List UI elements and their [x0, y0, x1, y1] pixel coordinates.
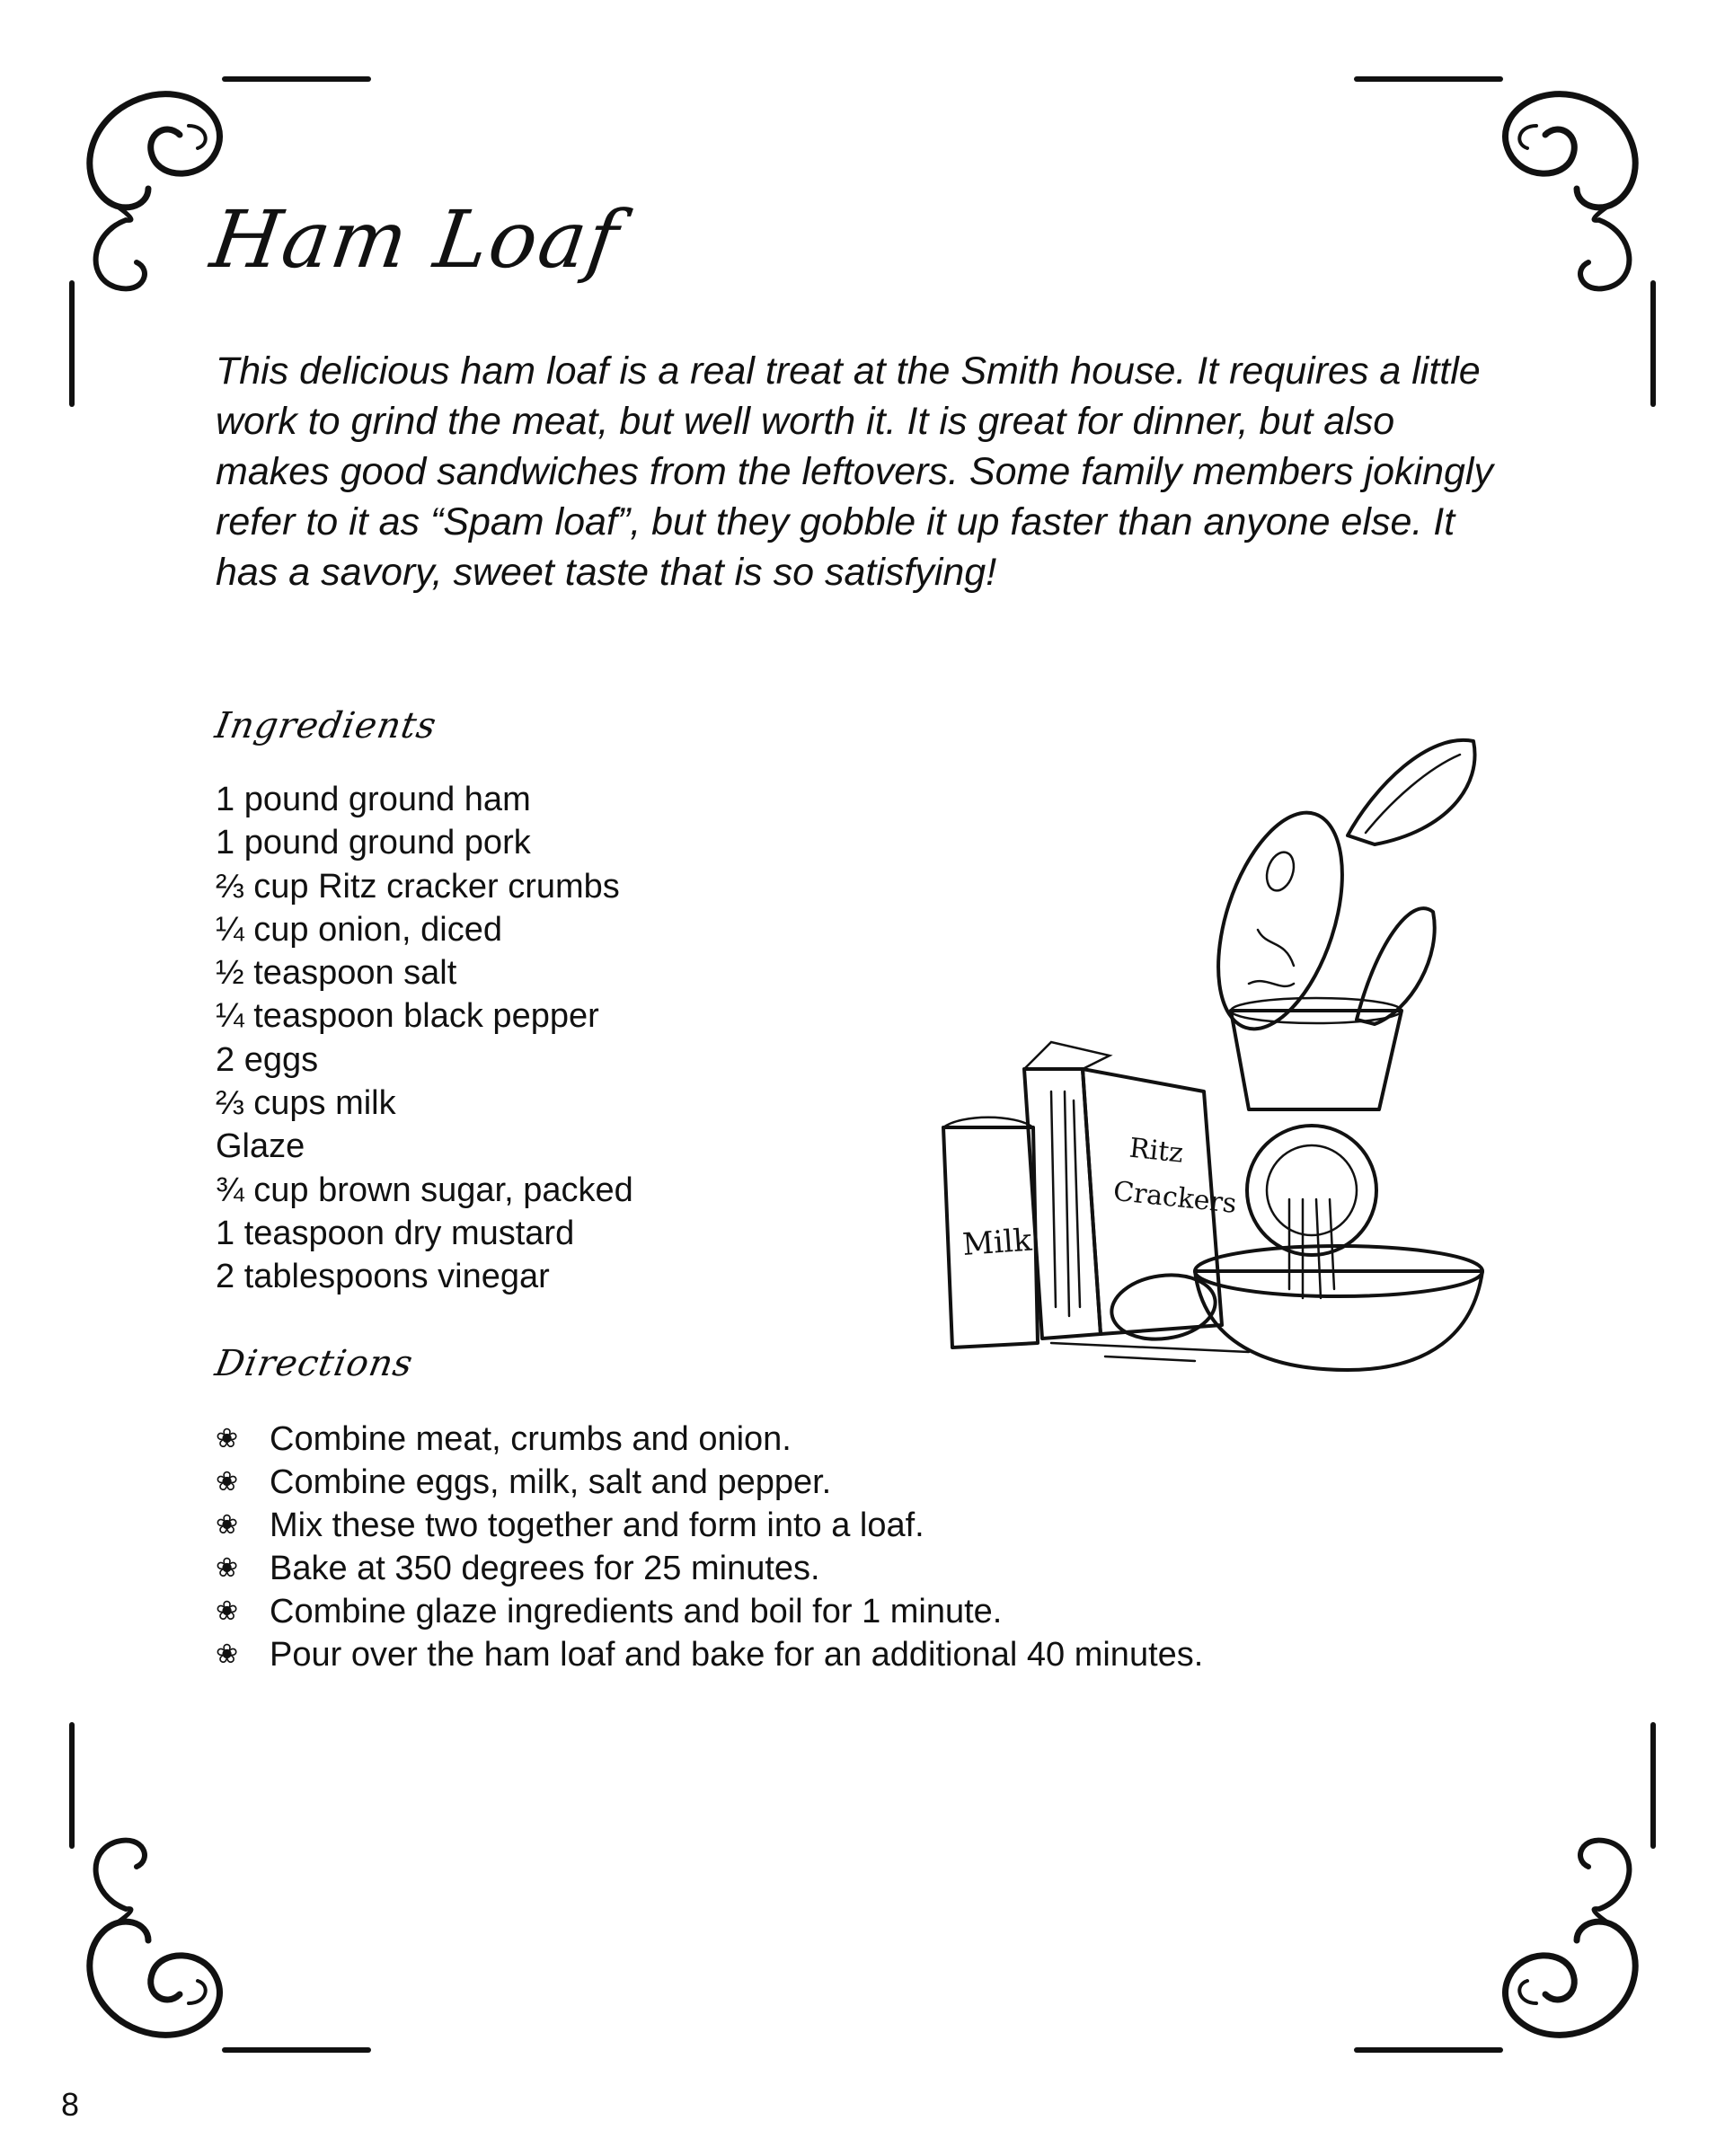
flower-bullet-icon: ❀: [216, 1639, 239, 1669]
bowl-icon: [1195, 1271, 1482, 1370]
direction-step-text: Pour over the ham loaf and bake for an additional 40 minutes.: [270, 1636, 1204, 1674]
intro-paragraph: This delicious ham loaf is a real treat at the Smith house. It requires a little work to grind the meat, but well worth it. It is great for dinner, but also makes good sandwiches from the leftovers. Some family members jokingly refer to it as “Spam loaf”, but they gobble it up faster than anyone else. It has a savory, sweet taste that is so satisfying!: [216, 349, 1493, 594]
flower-bullet-icon: ❀: [216, 1467, 239, 1497]
directions-list: [216, 1418, 1203, 1676]
ingredient-item: ¾ cup brown sugar, packed: [216, 1171, 633, 1209]
flower-bullet-icon: ❀: [216, 1553, 239, 1583]
flower-bullet-icon: ❀: [216, 1424, 239, 1454]
direction-step-text: Mix these two together and form into a loaf.: [270, 1507, 924, 1544]
direction-step: [216, 1461, 1203, 1504]
ingredients-list: [216, 778, 633, 1299]
direction-step-text: Combine eggs, milk, salt and pepper.: [270, 1463, 832, 1501]
page-number: 8: [61, 2086, 80, 2123]
direction-step: [216, 1547, 1203, 1590]
ingredient-item: ⅔ cups milk: [216, 1084, 396, 1123]
ingredient-item: 2 tablespoons vinegar: [216, 1258, 550, 1296]
direction-step-text: Bake at 350 degrees for 25 minutes.: [270, 1550, 820, 1587]
milk-label: Milk: [960, 1222, 1033, 1263]
ingredient-item: 1 pound ground pork: [216, 824, 531, 862]
flourish-icon: [1276, 1671, 1671, 2066]
flower-bullet-icon: ❀: [216, 1596, 239, 1626]
ingredient-item: ¼ cup onion, diced: [216, 910, 503, 949]
illustration-drawing: [925, 714, 1500, 1379]
ingredient-item: 2 eggs: [216, 1040, 319, 1079]
page-title: Ham Loaf: [205, 193, 626, 286]
ingredient-item: 1 pound ground ham: [216, 781, 531, 818]
ingredient-item: ½ teaspoon salt: [216, 954, 457, 993]
ingredient-subheading-glaze: Glaze: [216, 1127, 305, 1166]
ham-slice-icon: [1194, 798, 1366, 1045]
direction-step-text: Combine glaze ingredients and boil for 1 minute.: [270, 1593, 1003, 1630]
direction-step: [216, 1633, 1203, 1676]
ingredient-item: ⅔ cup Ritz cracker crumbs: [216, 867, 620, 906]
corner-flourish-bottom-left: [54, 1671, 449, 2066]
ingredients-illustration: [925, 714, 1500, 1379]
ingredient-item: ¼ teaspoon black pepper: [216, 997, 599, 1036]
direction-step: [216, 1418, 1203, 1461]
corner-flourish-bottom-right: [1276, 1671, 1671, 2066]
direction-step-text: Combine meat, crumbs and onion.: [270, 1420, 792, 1458]
flourish-icon: [54, 1671, 449, 2066]
ingredients-heading: Ingredients: [211, 705, 440, 747]
ingredient-item: 1 teaspoon dry mustard: [216, 1214, 575, 1252]
directions-heading: Directions: [211, 1343, 417, 1384]
direction-step: [216, 1590, 1203, 1633]
flower-bullet-icon: ❀: [216, 1510, 239, 1540]
direction-step: [216, 1504, 1203, 1547]
crackers-label-line2: Crackers: [1111, 1175, 1238, 1220]
crackers-label-line1: Ritz: [1128, 1132, 1185, 1170]
